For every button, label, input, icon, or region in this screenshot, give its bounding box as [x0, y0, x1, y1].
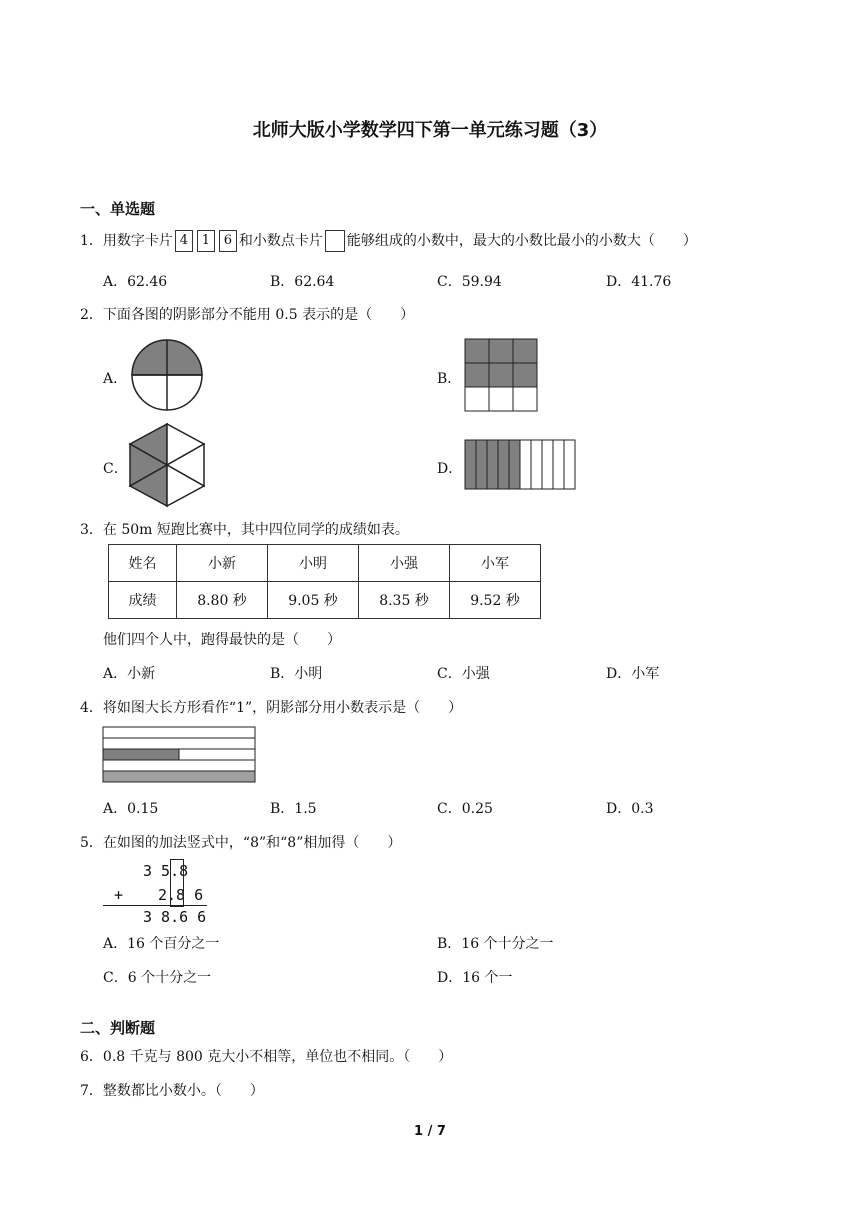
q4-option-b[interactable]: B．1.5 — [270, 801, 317, 817]
q4-option-c[interactable]: C．0.25 — [437, 801, 493, 817]
question-4: 4．将如图大长方形看作“1”，阴影部分用小数表示是（ ） — [80, 700, 463, 716]
shaded-grid-figure — [464, 338, 540, 414]
question-1-text-a: 1．用数字卡片 — [80, 233, 173, 249]
digit-card: 4 — [175, 230, 193, 252]
q2-option-d-label[interactable]: D． — [437, 461, 463, 477]
q3-option-b[interactable]: B．小明 — [270, 666, 323, 682]
q4-option-a[interactable]: A．0.15 — [103, 801, 159, 817]
section-heading-single-choice: 一、单选题 — [80, 200, 156, 218]
page-number: 1 / 7 — [414, 1124, 446, 1139]
half-shaded-circle-figure — [130, 338, 204, 412]
page-title: 北师大版小学数学四下第一单元练习题（3） — [252, 120, 608, 141]
digit-card: 1 — [197, 230, 215, 252]
table-row — [109, 582, 541, 619]
q5-option-b[interactable]: B．16 个十分之一 — [437, 936, 554, 952]
q5-option-d[interactable]: D．16 个一 — [437, 970, 513, 986]
shaded-hexagon-figure — [128, 422, 206, 508]
table-header-cell: 小军 — [450, 545, 541, 582]
table-cell: 8.35 秒 — [359, 582, 450, 619]
question-7: 7．整数都比小数小。（ ） — [80, 1083, 264, 1099]
table-cell: 8.80 秒 — [177, 582, 268, 619]
highlight-box — [170, 859, 184, 907]
results-table — [108, 544, 541, 619]
q3-option-c[interactable]: C．小强 — [437, 666, 490, 682]
digit-card: 6 — [219, 230, 237, 252]
question-1-text-c: 能够组成的小数中，最大的小数比最小的小数大（ ） — [346, 233, 697, 249]
question-6: 6．0.8 千克与 800 克大小不相等，单位也不相同。（ ） — [80, 1049, 453, 1065]
question-1-text-b: 和小数点卡片 — [238, 233, 323, 249]
table-row — [109, 545, 541, 582]
table-header-cell: 姓名 — [109, 545, 177, 582]
q5-option-a[interactable]: A．16 个百分之一 — [103, 936, 220, 952]
sum-line — [103, 905, 207, 906]
q1-option-b[interactable]: B．62.64 — [270, 274, 335, 290]
addend-2: 2.8 6 — [158, 886, 204, 904]
q2-option-a-label[interactable]: A． — [103, 371, 128, 387]
table-header-cell: 小明 — [268, 545, 359, 582]
q1-option-d[interactable]: D．41.76 — [606, 274, 672, 290]
section-heading-true-false: 二、判断题 — [80, 1019, 156, 1037]
q2-option-b-label[interactable]: B． — [437, 371, 462, 387]
sum: 3 8.6 6 — [143, 908, 207, 926]
decimal-point-card — [325, 230, 345, 252]
question-1 — [80, 230, 697, 252]
question-2: 2．下面各图的阴影部分不能用 0.5 表示的是（ ） — [80, 307, 415, 323]
shaded-strips-figure — [464, 439, 578, 491]
q3-option-a[interactable]: A．小新 — [103, 666, 156, 682]
table-header-cell: 小强 — [359, 545, 450, 582]
shaded-rectangle-figure — [102, 726, 257, 784]
q4-option-d[interactable]: D．0.3 — [606, 801, 654, 817]
question-5: 5．在如图的加法竖式中，“8”和“8”相加得（ ） — [80, 835, 402, 851]
q5-option-c[interactable]: C．6 个十分之一 — [103, 970, 212, 986]
table-cell: 9.52 秒 — [450, 582, 541, 619]
question-3: 3．在 50m 短跑比赛中，其中四位同学的成绩如表。 — [80, 522, 409, 538]
q3-option-d[interactable]: D．小军 — [606, 666, 660, 682]
plus-sign: + — [114, 886, 124, 904]
table-cell: 成绩 — [109, 582, 177, 619]
q1-option-c[interactable]: C．59.94 — [437, 274, 502, 290]
table-cell: 9.05 秒 — [268, 582, 359, 619]
table-header-cell: 小新 — [177, 545, 268, 582]
addend-1: 3 5.8 — [143, 862, 189, 880]
q2-option-c-label[interactable]: C． — [103, 461, 128, 477]
question-3-prompt: 他们四个人中，跑得最快的是（ ） — [103, 632, 341, 648]
q1-option-a[interactable]: A．62.46 — [103, 274, 168, 290]
